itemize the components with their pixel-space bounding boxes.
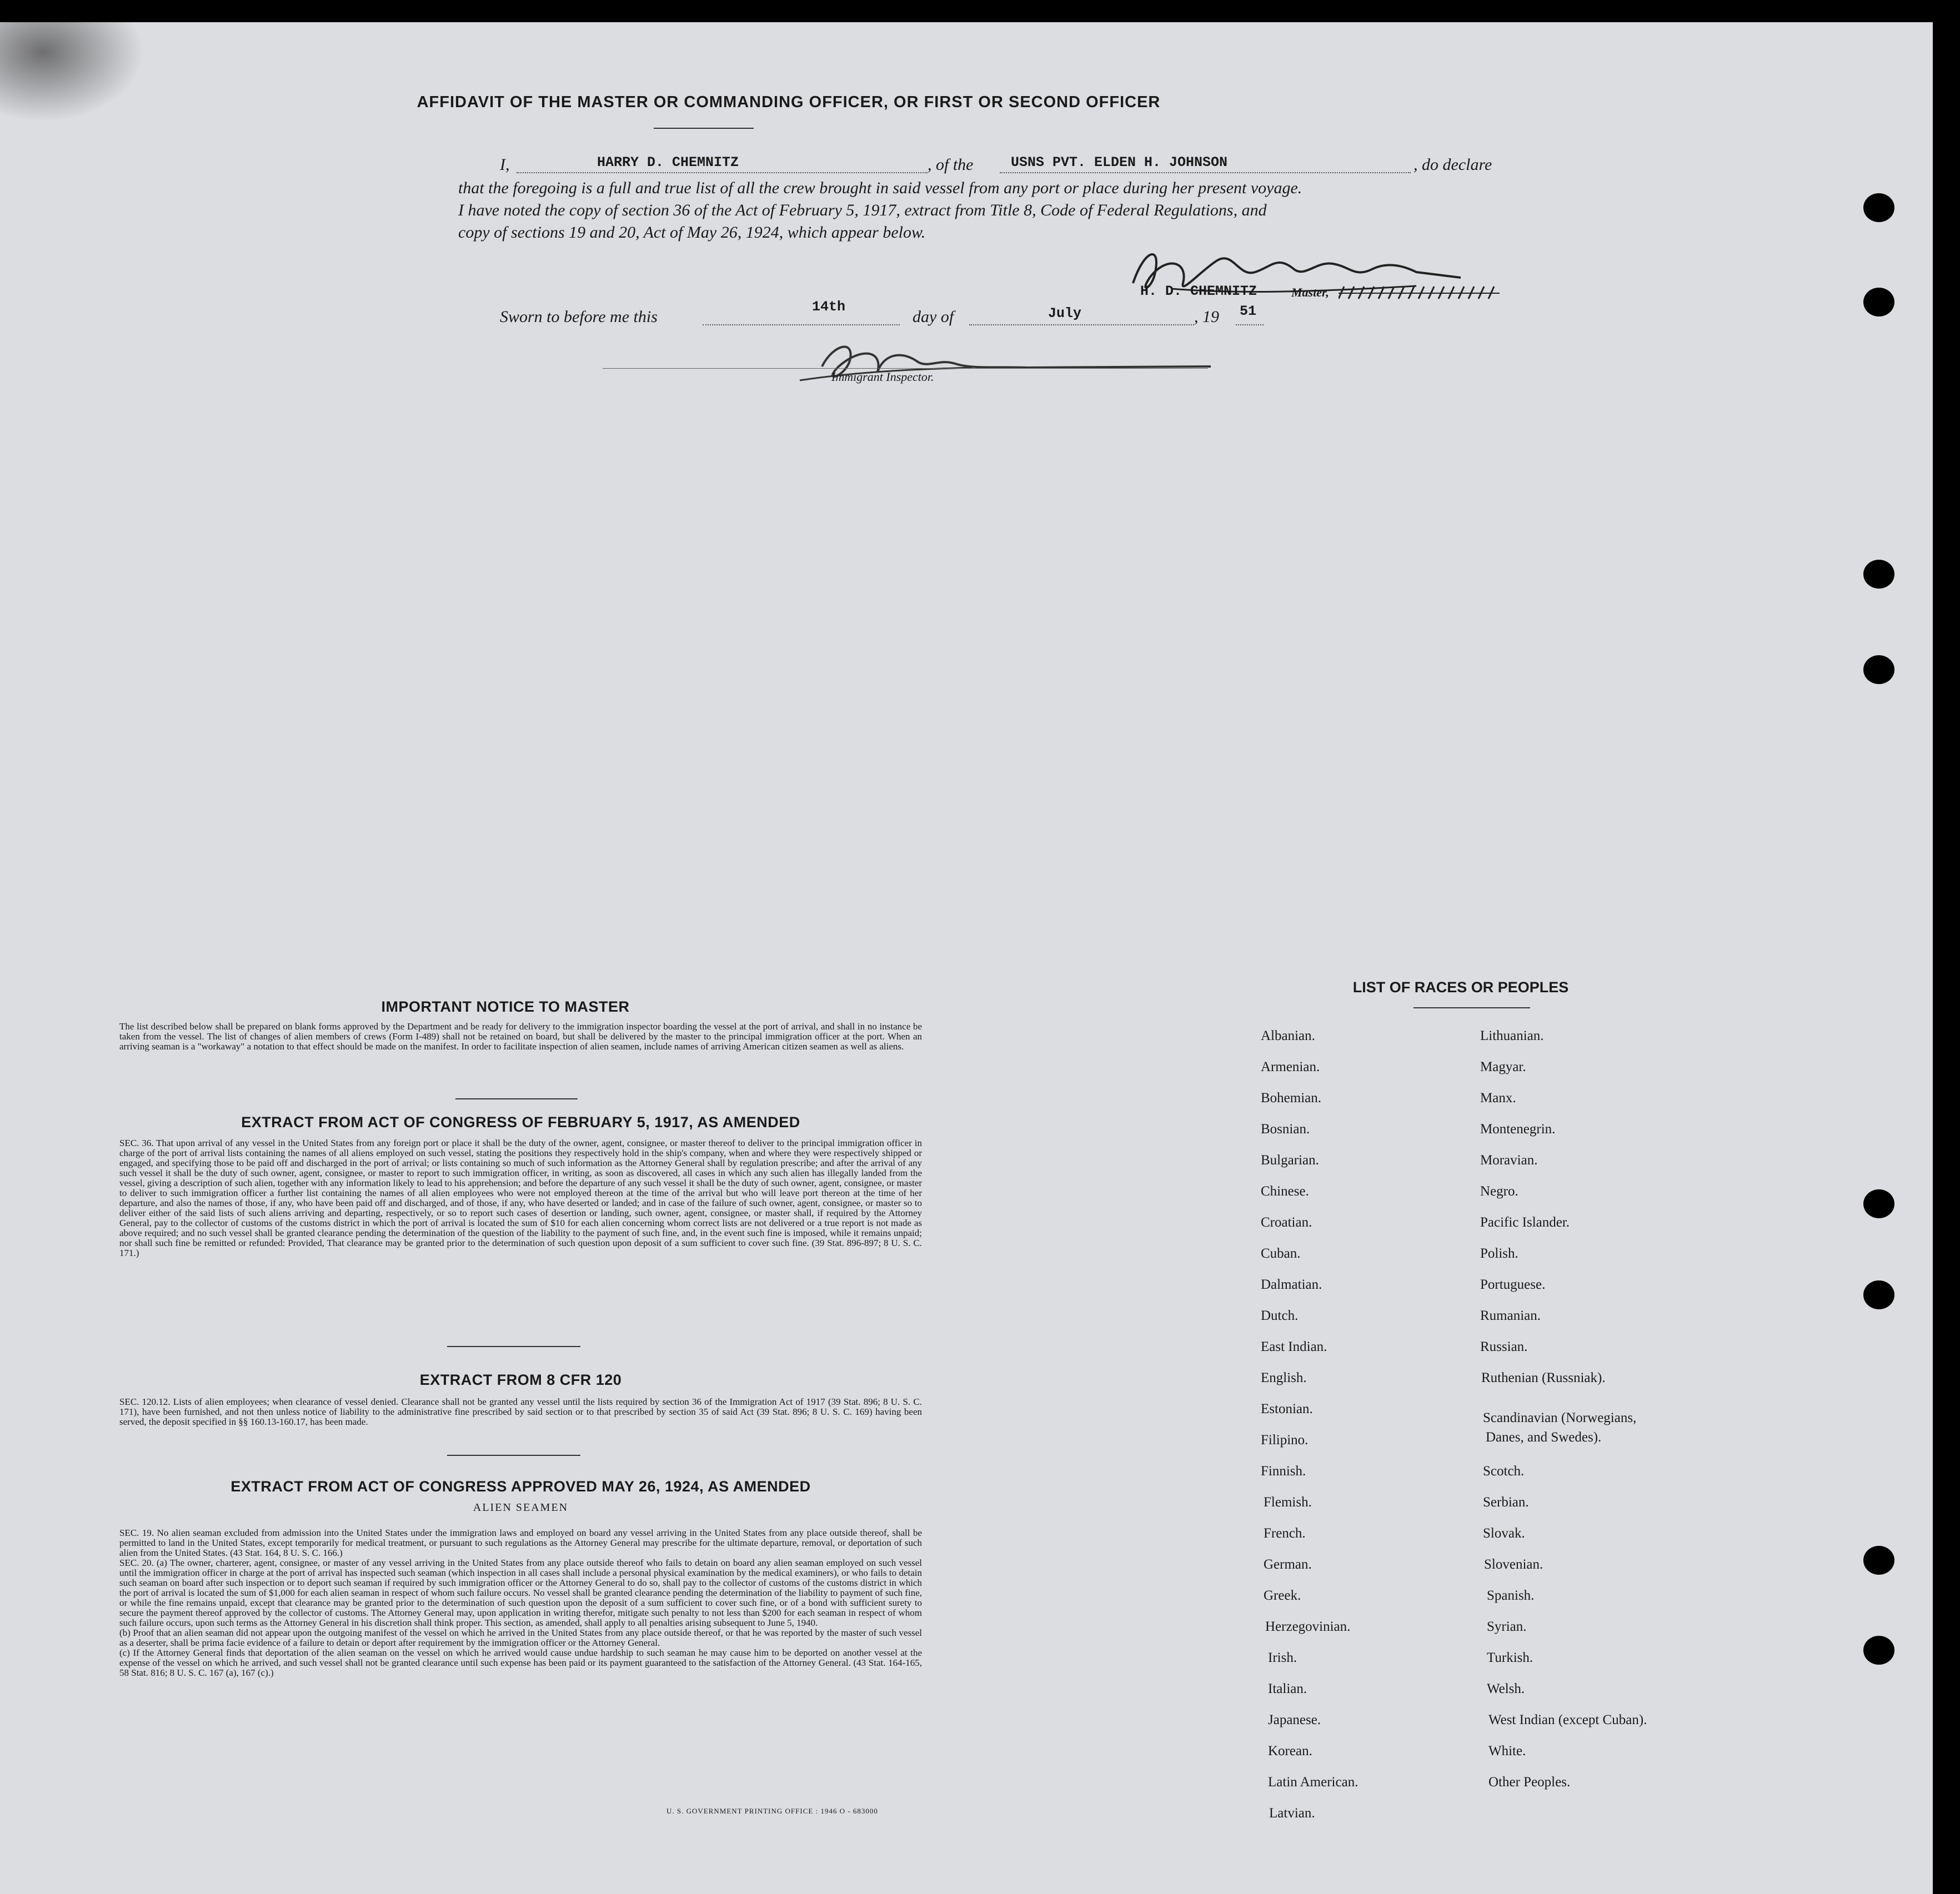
binder-hole — [1863, 1189, 1894, 1218]
race-right: Negro. — [1480, 1184, 1518, 1199]
race-left: Flemish. — [1264, 1495, 1312, 1510]
race-right: Manx. — [1480, 1091, 1516, 1106]
extract-1924-text — [119, 1528, 922, 1678]
binder-hole — [1863, 288, 1894, 316]
race-left: Greek. — [1264, 1588, 1301, 1603]
races-title: LIST OF RACES OR PEOPLES — [1352, 979, 1569, 996]
affidavit-line-3: I have noted the copy of section 36 of the Act of February 5, 1917, extract from Title 8, Code of Federal Regulations, and — [458, 201, 1267, 219]
sworn-day-line — [703, 324, 900, 325]
affidavit-title: AFFIDAVIT OF THE MASTER OR COMMANDING OFFICER, OR FIRST OR SECOND OFFICER — [417, 93, 1161, 111]
binder-hole — [1863, 193, 1894, 222]
notice-text: The list described below shall be prepared on blank forms approved by the Department and be ready for delivery to the immigration inspector boarding the vessel at the port of arrival, and shall in no instance be taken from the vessel. The list of changes of alien members of crews (Form I-489) shall not be retained on board, but shall be delivered by the master to the principal immigration officer at the port. When an arriving seaman is a "workaway" a notation to that effect should be made on the manifest. In order to facilitate inspection of alien seamen, include names of arriving American citizen seamen as well as aliens. — [119, 1021, 922, 1052]
race-left: Estonian. — [1261, 1401, 1313, 1416]
race-right: Spanish. — [1487, 1588, 1535, 1603]
sworn-year-prefix: , 19 — [1194, 308, 1219, 326]
sec-20c-text: (c) If the Attorney General finds that deportation of the alien seaman on the vessel on which he arrived would cause undue hardship to such seaman he may cause him to be deported on another vessel at the expense of the vessel on which he arrived, and such vessel shall not be granted clearance until such expense has been paid or its payment guaranteed to the satisfaction of the Attorney General. (43 Stat. 164-165, 58 Stat. 816; 8 U. S. C. 167 (a), 167 (c).) — [119, 1647, 922, 1678]
extract-cfr-text: SEC. 120.12. Lists of alien employees; when clearance of vessel denied. Clearance shall not be granted any vessel until the lists required by section 36 of the Immigration Act of 1917 (39 Stat. 896; 8 U. S. C. 171), have been furnished, and not then unless notice of liability to the administrative fine prescribed by said section or to that prescribed by section 35 of said Act (39 Stat. 896; 8 U. S. C. 169) having been served, the deposit specified in §§ 160.13-160.17, has been made. — [119, 1396, 922, 1427]
race-right: Scotch. — [1483, 1464, 1525, 1479]
master-role-label: Master, — [1291, 285, 1329, 299]
affidavit-declare: , do declare — [1413, 155, 1492, 174]
race-right: Lithuanian. — [1480, 1028, 1544, 1043]
sworn-day: 14th — [812, 299, 846, 315]
affidavit-line-2: that the foregoing is a full and true list of all the crew brought in said vessel from any port or place during her present voyage. — [458, 179, 1302, 197]
race-left: Japanese. — [1268, 1712, 1321, 1727]
race-left: East Indian. — [1261, 1339, 1327, 1354]
race-left: Bulgarian. — [1261, 1153, 1319, 1168]
race-right: West Indian (except Cuban). — [1488, 1712, 1647, 1727]
inspector-line — [603, 368, 1208, 369]
race-right: Scandinavian (Norwegians, — [1483, 1410, 1637, 1425]
sworn-day-of: day of — [913, 308, 954, 326]
race-left: Herzegovinian. — [1265, 1619, 1351, 1634]
race-right: Moravian. — [1480, 1153, 1538, 1168]
binder-hole — [1863, 655, 1894, 684]
sworn-prefix: Sworn to before me this — [500, 308, 658, 326]
notice-heading: IMPORTANT NOTICE TO MASTER — [381, 998, 630, 1015]
printing-office-footer: U. S. GOVERNMENT PRINTING OFFICE : 1946 O - 683000 — [666, 1807, 878, 1815]
sworn-year-line — [1236, 324, 1264, 325]
race-right: Slovak. — [1483, 1526, 1525, 1541]
race-right: Montenegrin. — [1480, 1122, 1556, 1137]
race-left: Dalmatian. — [1261, 1277, 1322, 1292]
race-right: Serbian. — [1483, 1495, 1529, 1510]
race-left: Irish. — [1268, 1650, 1297, 1665]
affidavit-i: I, — [500, 155, 510, 174]
race-left: Bosnian. — [1261, 1122, 1310, 1137]
sec-20a-text: SEC. 20. (a) The owner, charterer, agent, consignee, or master of any vessel arriving in the United States from any place outside thereof who fails to detain on board any alien seaman employed on such vessel until the immigration officer in charge at the port of arrival has inspected such seaman (which inspection in all cases shall include a personal physical examination by the medical examiners), or who fails to detain such seaman on board after such inspection or to deport such seaman if required by such immigration officer or the Attorney General to do so, shall pay to the collector of customs of the customs district in which the port of arrival is located the sum of $1,000 for each alien seaman in respect of whom such failure occurs. No vessel shall be granted clearance pending the determination of the liability to payment of such fine, or while the fine remains unpaid, except that clearance may be granted prior to the determination of such question upon the deposit of a sum sufficient to cover such fine, or of a bond with sufficient surety to secure the payment thereof approved by the collector of customs. The Attorney General may, upon application in writing therefor, mitigate such penalty to not less than $200 for each seaman in respect of whom such failure occurs, upon such terms as the Attorney General in his discretion shall think proper. This section, as amended, shall apply to all penalties arising subsequent to June 5, 1940. — [119, 1558, 922, 1628]
race-left: Chinese. — [1261, 1184, 1309, 1199]
race-right: Rumanian. — [1480, 1308, 1541, 1323]
race-right: Danes, and Swedes). — [1486, 1430, 1602, 1445]
struck-out-titles — [1339, 282, 1505, 304]
race-right: Ruthenian (Russniak). — [1481, 1370, 1606, 1385]
affidavit-of-the: , of the — [928, 155, 974, 174]
races-title-rule — [1413, 1007, 1530, 1008]
race-left: Dutch. — [1261, 1308, 1299, 1323]
binder-hole — [1863, 560, 1894, 589]
extract-cfr-heading: EXTRACT FROM 8 CFR 120 — [419, 1371, 622, 1388]
section-rule — [455, 1098, 578, 1099]
race-right: Russian. — [1480, 1339, 1528, 1354]
binder-hole — [1863, 1280, 1894, 1309]
race-right: Portuguese. — [1480, 1277, 1546, 1292]
race-left: Latvian. — [1269, 1806, 1315, 1821]
affidavit-line-4: copy of sections 19 and 20, Act of May 26, 1924, which appear below. — [458, 223, 926, 242]
document-page — [0, 22, 1933, 1894]
typed-master-name: H. D. CHEMNITZ — [1140, 283, 1257, 299]
race-left: Italian. — [1268, 1681, 1307, 1696]
vessel-name-line — [1000, 172, 1411, 173]
title-rule — [654, 128, 754, 129]
race-left: English. — [1261, 1370, 1307, 1385]
master-name-line — [517, 172, 928, 173]
race-right: Welsh. — [1487, 1681, 1525, 1696]
race-left: Korean. — [1268, 1744, 1312, 1759]
race-right: Slovenian. — [1484, 1557, 1543, 1572]
sworn-year: 51 — [1240, 303, 1257, 319]
extract-1917-heading: EXTRACT FROM ACT OF CONGRESS OF FEBRUARY 5, 1917, AS AMENDED — [241, 1114, 800, 1131]
race-left: Armenian. — [1261, 1059, 1320, 1074]
sworn-month-line — [969, 324, 1194, 325]
race-left: Albanian. — [1261, 1028, 1315, 1043]
inspector-signature — [789, 333, 1222, 394]
race-right: Syrian. — [1487, 1619, 1527, 1634]
binder-hole — [1863, 1636, 1894, 1665]
extract-1917-text: SEC. 36. That upon arrival of any vessel in the United States from any foreign port or place it shall be the duty of the owner, agent, consignee, or master thereof to deliver to the principal immigration officer in charge of the port of arrival lists containing the names of all aliens employed on such vessel, stating the positions they respectively hold in the ship's company, when and where they were respectively shipped or engaged, and specifying those to be paid off and discharged in the port of arrival; or lists containing so much of such information as the Attorney General shall by regulation prescribe; and after the arrival of any such vessel it shall be the duty of such owner, agent, consignee, or master to report to such immigration officer, in writing, as soon as discovered, all cases in which any such alien has illegally landed from the vessel, giving a description of such alien, together with any information likely to lead to his apprehension; and before the departure of any such vessel it shall be the duty of such owner, agent, consignee, or master to deliver to such immigration officer a further list containing the names of all alien employees who were not employed thereon at the time of the arrival but who will leave port thereon at the time of her departure, and also the names of those, if any, who have been paid off and discharged, and of those, if any, who have deserted or landed; and in case of the failure of such owner, agent, consignee, or master so to deliver either of the said lists of such aliens arriving and departing, respectively, or so to report such cases of desertion or landing, such owner, agent, consignee, or master shall, if required by the Attorney General, pay to the collector of customs of the customs district in which the port of arrival is located the sum of $10 for each alien concerning whom correct lists are not delivered or a true report is not made as above required; and no such vessel shall be granted clearance pending the determination of the question of the liability to the payment of such fine, and, in the event such fine is imposed, while it remains unpaid; nor shall such fine be remitted or refunded: Provided, That clearance may be granted prior to the determination of such question upon deposit of a sum sufficient to cover such fine. (39 Stat. 896-897; 8 U. S. C. 171.) — [119, 1138, 922, 1258]
sec-20b-text: (b) Proof that an alien seaman did not appear upon the outgoing manifest of the vessel on which he arrived in the United States from any place outside thereof, or that he was reported by the master of such vessel as a deserter, shall be prima facie evidence of a failure to detain or deport after requirement by the immigration officer or the Attorney General. — [119, 1627, 922, 1648]
race-left: Cuban. — [1261, 1246, 1301, 1261]
binder-hole — [1863, 1546, 1894, 1575]
race-left: Croatian. — [1261, 1215, 1312, 1230]
race-left: Latin American. — [1268, 1775, 1359, 1790]
extract-1924-heading: EXTRACT FROM ACT OF CONGRESS APPROVED MAY 26, 1924, AS AMENDED — [230, 1478, 811, 1495]
sworn-month: July — [1048, 305, 1082, 321]
race-left: Finnish. — [1261, 1464, 1306, 1479]
section-rule — [447, 1455, 580, 1456]
sec-19-text: SEC. 19. No alien seaman excluded from admission into the United States under the immigration laws and employed on board any vessel arriving in the United States from any place outside thereof, shall be permitted to land in the United States, except temporarily for medical treatment, or pursuant to such regulations as the Attorney General may prescribe for the ultimate departure, removal, or deportation of such alien from the United States. (43 Stat. 164, 8 U. S. C. 166.) — [119, 1528, 922, 1558]
race-right: Polish. — [1480, 1246, 1518, 1261]
race-right: White. — [1488, 1744, 1526, 1759]
race-right: Turkish. — [1487, 1650, 1533, 1665]
vessel-name: USNS PVT. ELDEN H. JOHNSON — [1011, 154, 1228, 170]
alien-seamen-subheading: ALIEN SEAMEN — [473, 1501, 569, 1514]
race-left: Filipino. — [1261, 1433, 1309, 1448]
race-left: Bohemian. — [1261, 1091, 1322, 1106]
race-right: Magyar. — [1480, 1059, 1526, 1074]
race-left: French. — [1264, 1526, 1306, 1541]
race-right: Pacific Islander. — [1480, 1215, 1570, 1230]
race-right: Other Peoples. — [1488, 1775, 1571, 1790]
master-name: HARRY D. CHEMNITZ — [597, 154, 739, 170]
race-left: German. — [1264, 1557, 1312, 1572]
inspector-label: Immigrant Inspector. — [831, 370, 934, 384]
section-rule — [447, 1346, 580, 1347]
